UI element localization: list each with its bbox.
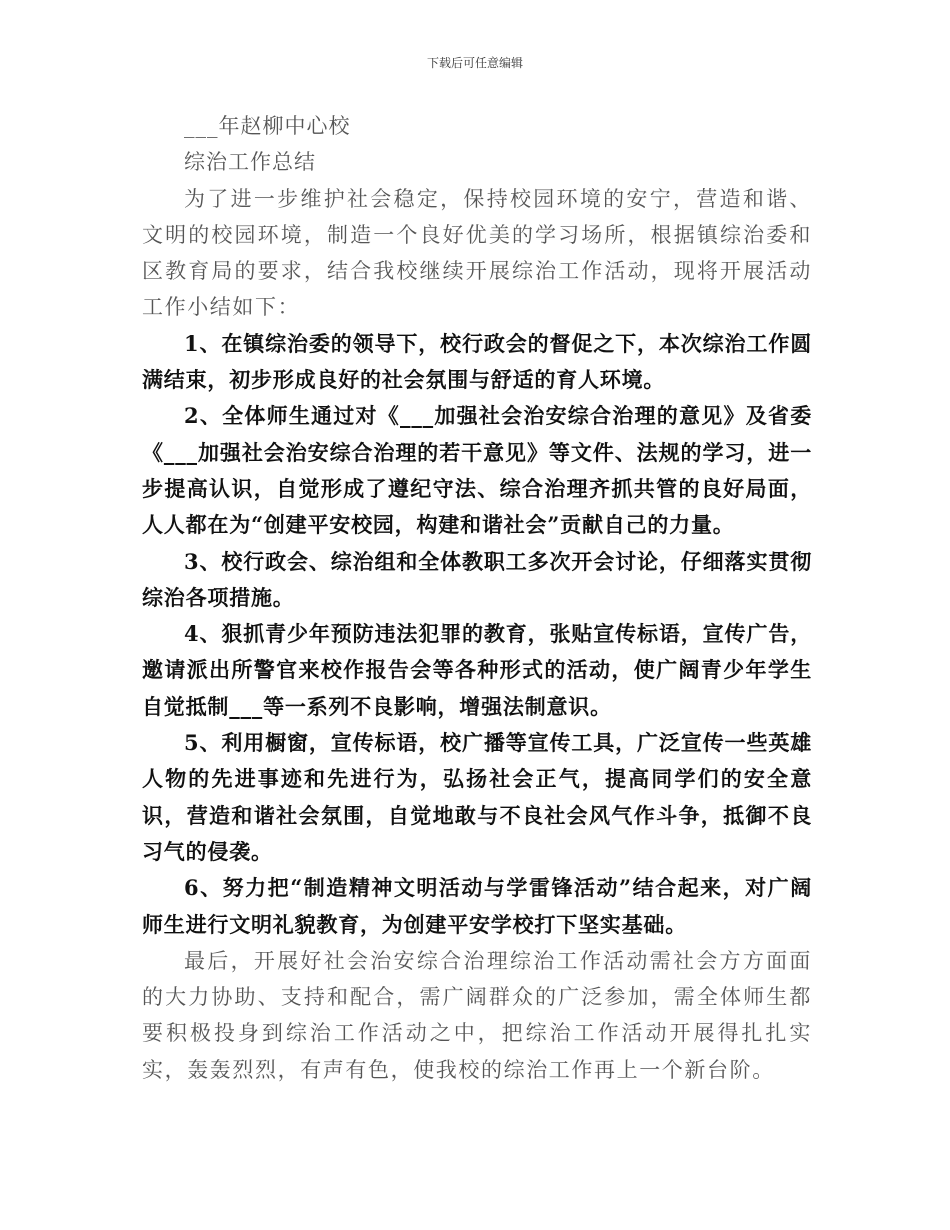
item-paragraph-6: 6、努力把“制造精神文明活动与学雷锋活动”结合起来，对广阔师生进行文明礼貌教育，为创建平安学校打下坚实基础。 bbox=[142, 875, 812, 937]
document-title-line-2: 综治工作总结 bbox=[184, 150, 316, 175]
intro-paragraph: 为了进一步维护社会稳定，保持校园环境的安宁，营造和谐、文明的校园环境，制造一个良好优美的学习场所，根据镇综治委和区教育局的要求，结合我校继续开展综治工作活动，现将开展活动工作小结如下： bbox=[142, 186, 812, 320]
document-title-line-1: ___年赵柳中心校 bbox=[184, 114, 351, 138]
conclusion-paragraph: 最后，开展好社会治安综合治理综治工作活动需社会方方面面的大力协助、支持和配合，需广阔群众的广泛参加，需全体师生都要积极投身到综治工作活动之中，把综治工作活动开展得扎扎实实，轰轰烈烈，有声有色，使我校的综治工作再上一个新台阶。 bbox=[142, 948, 812, 1082]
item-paragraph-3: 3、校行政会、综治组和全体教职工多次开会讨论，仔细落实贯彻综治各项措施。 bbox=[142, 548, 812, 610]
item-paragraph-1: 1、在镇综治委的领导下，校行政会的督促之下，本次综治工作圆满结束，初步形成良好的社会氛围与舒适的育人环境。 bbox=[142, 330, 812, 393]
item-paragraph-4: 4、狠抓青少年预防违法犯罪的教育，张贴宣传标语，宣传广告，邀请派出所警官来校作报告会等各种形式的活动，使广阔青少年学生自觉抵制___等一系列不良影响，增强法制意识。 bbox=[142, 621, 812, 719]
item-paragraph-2: 2、全体师生通过对《___加强社会治安综合治理的意见》及省委《___加强社会治安综合治理的若干意见》等文件、法规的学习，进一步提高认识，自觉形成了遵纪守法、综合治理齐抓共管的良好局面，人人都在为“创建平安校园，构建和谐社会”贡献自己的力量。 bbox=[142, 403, 812, 538]
document-body bbox=[142, 108, 812, 1088]
item-paragraph-5: 5、利用橱窗，宣传标语，校广播等宣传工具，广泛宣传一些英雄人物的先进事迹和先进行为，弘扬社会正气，提高同学们的安全意识，营造和谐社会氛围，自觉地敢与不良社会风气作斗争，抵御不良习气的侵袭。 bbox=[142, 730, 812, 864]
header-note: 下载后可任意编辑 bbox=[426, 56, 523, 70]
